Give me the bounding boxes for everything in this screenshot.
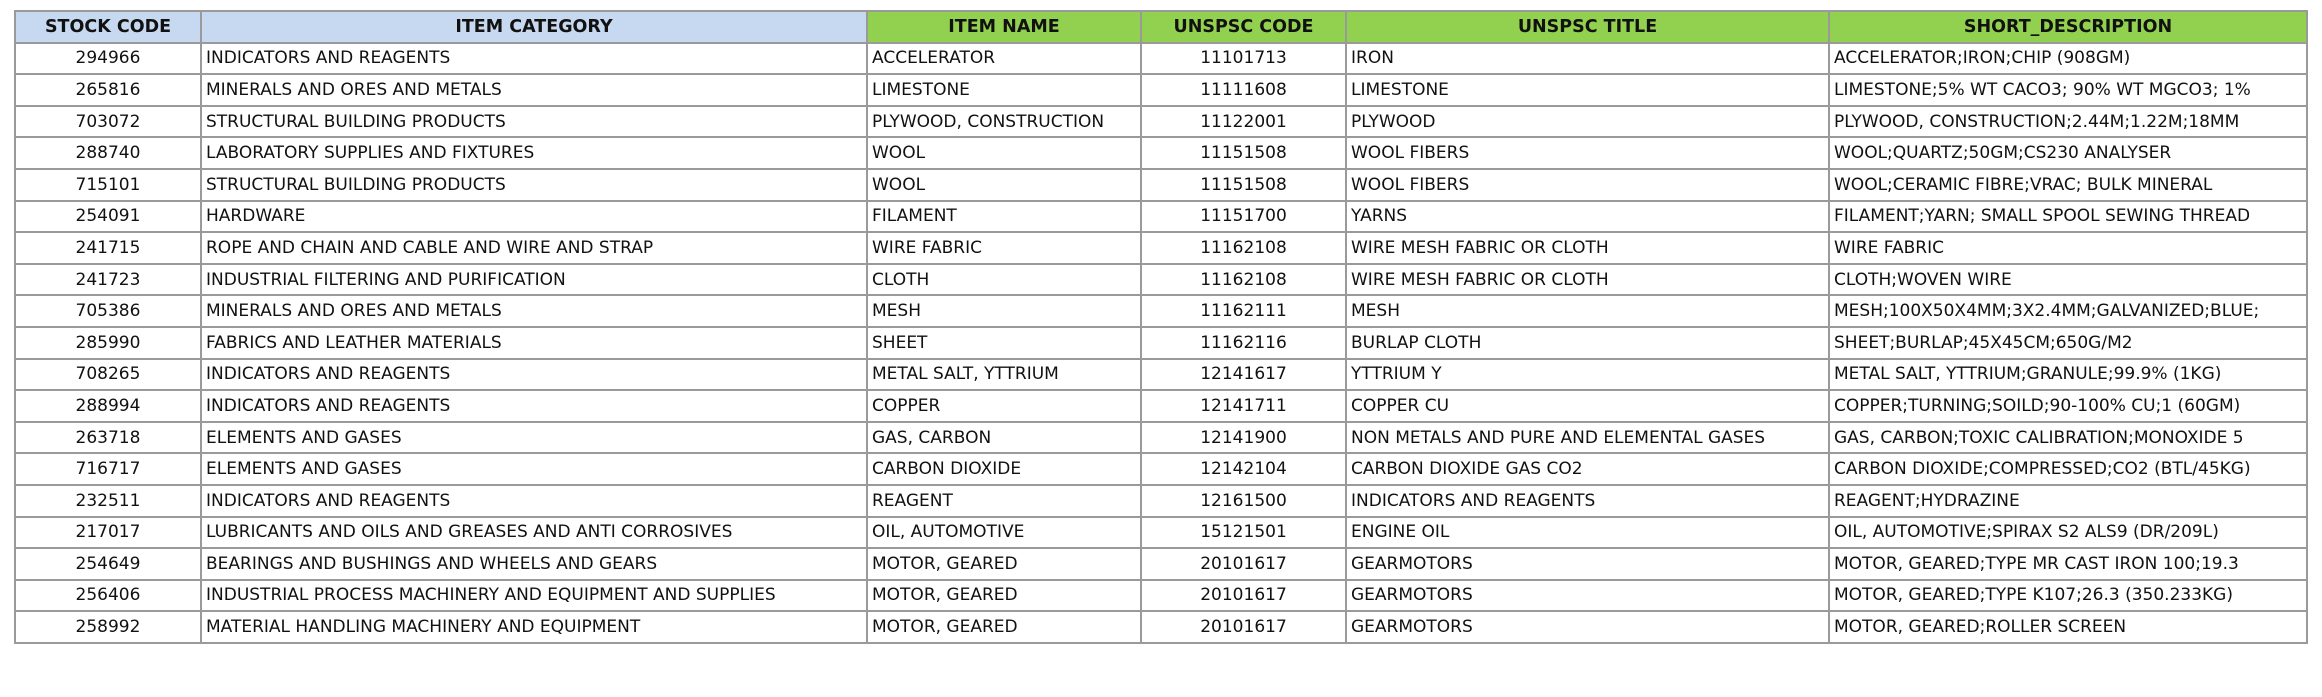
table-cell[interactable]: ELEMENTS AND GASES bbox=[201, 453, 867, 485]
table-cell[interactable]: 254091 bbox=[15, 201, 201, 233]
table-cell[interactable]: 11162108 bbox=[1141, 232, 1346, 264]
table-row bbox=[15, 517, 2307, 549]
table-cell[interactable]: WOOL;QUARTZ;50GM;CS230 ANALYSER bbox=[1829, 137, 2307, 169]
table-row bbox=[15, 43, 2307, 75]
table-row bbox=[15, 232, 2307, 264]
table-cell[interactable]: WOOL bbox=[867, 137, 1141, 169]
table-cell[interactable]: WOOL FIBERS bbox=[1346, 169, 1829, 201]
table-cell[interactable]: YARNS bbox=[1346, 201, 1829, 233]
table-cell[interactable]: 285990 bbox=[15, 327, 201, 359]
table-cell[interactable]: INDICATORS AND REAGENTS bbox=[201, 359, 867, 391]
table-cell[interactable]: 217017 bbox=[15, 517, 201, 549]
table-cell[interactable]: 12141711 bbox=[1141, 390, 1346, 422]
table-cell[interactable]: CARBON DIOXIDE GAS CO2 bbox=[1346, 453, 1829, 485]
table-cell[interactable]: 15121501 bbox=[1141, 517, 1346, 549]
table-cell[interactable]: CLOTH bbox=[867, 264, 1141, 296]
table-cell[interactable]: GEARMOTORS bbox=[1346, 580, 1829, 612]
table-row bbox=[15, 485, 2307, 517]
table-cell[interactable]: MESH bbox=[1346, 295, 1829, 327]
table-cell[interactable]: METAL SALT, YTTRIUM bbox=[867, 359, 1141, 391]
table-body bbox=[15, 43, 2307, 643]
table-cell[interactable]: MINERALS AND ORES AND METALS bbox=[201, 295, 867, 327]
table-cell[interactable]: MOTOR, GEARED;TYPE K107;26.3 (350.233KG) bbox=[1829, 580, 2307, 612]
table-cell[interactable]: WOOL bbox=[867, 169, 1141, 201]
table-row bbox=[15, 74, 2307, 106]
table-cell[interactable]: YTTRIUM Y bbox=[1346, 359, 1829, 391]
table-cell[interactable]: METAL SALT, YTTRIUM;GRANULE;99.9% (1KG) bbox=[1829, 359, 2307, 391]
table-cell[interactable]: INDUSTRIAL FILTERING AND PURIFICATION bbox=[201, 264, 867, 296]
table-cell[interactable]: MINERALS AND ORES AND METALS bbox=[201, 74, 867, 106]
table-cell[interactable]: PLYWOOD bbox=[1346, 106, 1829, 138]
table-cell[interactable]: 288994 bbox=[15, 390, 201, 422]
table-cell[interactable]: STRUCTURAL BUILDING PRODUCTS bbox=[201, 106, 867, 138]
table-cell[interactable]: PLYWOOD, CONSTRUCTION;2.44M;1.22M;18MM bbox=[1829, 106, 2307, 138]
table-cell[interactable]: CARBON DIOXIDE;COMPRESSED;CO2 (BTL/45KG) bbox=[1829, 453, 2307, 485]
table-cell[interactable]: WIRE MESH FABRIC OR CLOTH bbox=[1346, 264, 1829, 296]
table-row bbox=[15, 295, 2307, 327]
table-cell[interactable]: 256406 bbox=[15, 580, 201, 612]
table-cell[interactable]: 12161500 bbox=[1141, 485, 1346, 517]
table-cell[interactable]: 11151508 bbox=[1141, 169, 1346, 201]
table-cell[interactable]: WIRE MESH FABRIC OR CLOTH bbox=[1346, 232, 1829, 264]
data-table bbox=[14, 10, 2308, 644]
table-cell[interactable]: MOTOR, GEARED bbox=[867, 548, 1141, 580]
table-cell[interactable]: NON METALS AND PURE AND ELEMENTAL GASES bbox=[1346, 422, 1829, 454]
table-cell[interactable]: INDICATORS AND REAGENTS bbox=[201, 43, 867, 75]
table-cell[interactable]: LIMESTONE bbox=[1346, 74, 1829, 106]
table-cell[interactable]: GEARMOTORS bbox=[1346, 548, 1829, 580]
table-row bbox=[15, 453, 2307, 485]
table-cell[interactable]: MOTOR, GEARED;TYPE MR CAST IRON 100;19.3 bbox=[1829, 548, 2307, 580]
table-row bbox=[15, 137, 2307, 169]
table-cell[interactable]: OIL, AUTOMOTIVE;SPIRAX S2 ALS9 (DR/209L) bbox=[1829, 517, 2307, 549]
table-cell[interactable]: WIRE FABRIC bbox=[1829, 232, 2307, 264]
table-cell[interactable]: COPPER bbox=[867, 390, 1141, 422]
table-cell[interactable]: ELEMENTS AND GASES bbox=[201, 422, 867, 454]
table-cell[interactable]: BEARINGS AND BUSHINGS AND WHEELS AND GEARS bbox=[201, 548, 867, 580]
table-row bbox=[15, 169, 2307, 201]
table-cell[interactable]: FILAMENT;YARN; SMALL SPOOL SEWING THREAD bbox=[1829, 201, 2307, 233]
table-cell[interactable]: 11151700 bbox=[1141, 201, 1346, 233]
table-cell[interactable]: ACCELERATOR bbox=[867, 43, 1141, 75]
table-cell[interactable]: 232511 bbox=[15, 485, 201, 517]
table-cell[interactable]: ACCELERATOR;IRON;CHIP (908GM) bbox=[1829, 43, 2307, 75]
table-cell[interactable]: HARDWARE bbox=[201, 201, 867, 233]
table-row bbox=[15, 548, 2307, 580]
table-cell[interactable]: WOOL FIBERS bbox=[1346, 137, 1829, 169]
table-cell[interactable]: 708265 bbox=[15, 359, 201, 391]
table-cell[interactable]: CLOTH;WOVEN WIRE bbox=[1829, 264, 2307, 296]
table-row bbox=[15, 106, 2307, 138]
table-cell[interactable]: 12142104 bbox=[1141, 453, 1346, 485]
column-header-stock-code[interactable]: STOCK CODE bbox=[15, 11, 201, 43]
table-cell[interactable]: 11101713 bbox=[1141, 43, 1346, 75]
table-cell[interactable]: 294966 bbox=[15, 43, 201, 75]
table-cell[interactable]: 703072 bbox=[15, 106, 201, 138]
table-cell[interactable]: WOOL;CERAMIC FIBRE;VRAC; BULK MINERAL bbox=[1829, 169, 2307, 201]
table-cell[interactable]: 20101617 bbox=[1141, 580, 1346, 612]
table-cell[interactable]: 716717 bbox=[15, 453, 201, 485]
table-cell[interactable]: INDICATORS AND REAGENTS bbox=[201, 390, 867, 422]
header-row bbox=[15, 11, 2307, 43]
table-cell[interactable]: 241723 bbox=[15, 264, 201, 296]
table-cell[interactable]: PLYWOOD, CONSTRUCTION bbox=[867, 106, 1141, 138]
table-cell[interactable]: 12141900 bbox=[1141, 422, 1346, 454]
table-cell[interactable]: 263718 bbox=[15, 422, 201, 454]
table-cell[interactable]: COPPER;TURNING;SOILD;90-100% CU;1 (60GM) bbox=[1829, 390, 2307, 422]
table-cell[interactable]: 11111608 bbox=[1141, 74, 1346, 106]
table-cell[interactable]: LIMESTONE;5% WT CACO3; 90% WT MGCO3; 1% bbox=[1829, 74, 2307, 106]
table-cell[interactable]: LIMESTONE bbox=[867, 74, 1141, 106]
table-cell[interactable]: SHEET;BURLAP;45X45CM;650G/M2 bbox=[1829, 327, 2307, 359]
table-cell[interactable]: REAGENT bbox=[867, 485, 1141, 517]
table-cell[interactable]: INDICATORS AND REAGENTS bbox=[1346, 485, 1829, 517]
table-cell[interactable]: MESH bbox=[867, 295, 1141, 327]
table-cell[interactable]: 288740 bbox=[15, 137, 201, 169]
table-cell[interactable]: OIL, AUTOMOTIVE bbox=[867, 517, 1141, 549]
column-header-unspsc-code[interactable]: UNSPSC CODE bbox=[1141, 11, 1346, 43]
table-cell[interactable]: IRON bbox=[1346, 43, 1829, 75]
column-header-item-name[interactable]: ITEM NAME bbox=[867, 11, 1141, 43]
table-cell[interactable]: GAS, CARBON bbox=[867, 422, 1141, 454]
table-cell[interactable]: LUBRICANTS AND OILS AND GREASES AND ANTI CORROSIVES bbox=[201, 517, 867, 549]
table-cell[interactable]: INDUSTRIAL PROCESS MACHINERY AND EQUIPMENT AND SUPPLIES bbox=[201, 580, 867, 612]
table-cell[interactable]: ENGINE OIL bbox=[1346, 517, 1829, 549]
table-cell[interactable]: ROPE AND CHAIN AND CABLE AND WIRE AND STRAP bbox=[201, 232, 867, 264]
table-cell[interactable]: 715101 bbox=[15, 169, 201, 201]
table-cell[interactable]: MATERIAL HANDLING MACHINERY AND EQUIPMENT bbox=[201, 611, 867, 643]
table-row bbox=[15, 359, 2307, 391]
table-cell[interactable]: MESH;100X50X4MM;3X2.4MM;GALVANIZED;BLUE; bbox=[1829, 295, 2307, 327]
table-cell[interactable]: REAGENT;HYDRAZINE bbox=[1829, 485, 2307, 517]
column-header-unspsc-title[interactable]: UNSPSC TITLE bbox=[1346, 11, 1829, 43]
table-cell[interactable]: SHEET bbox=[867, 327, 1141, 359]
table-cell[interactable]: LABORATORY SUPPLIES AND FIXTURES bbox=[201, 137, 867, 169]
table-cell[interactable]: FILAMENT bbox=[867, 201, 1141, 233]
table-cell[interactable]: 20101617 bbox=[1141, 548, 1346, 580]
table-cell[interactable]: GEARMOTORS bbox=[1346, 611, 1829, 643]
table-cell[interactable]: STRUCTURAL BUILDING PRODUCTS bbox=[201, 169, 867, 201]
table-row bbox=[15, 611, 2307, 643]
table-cell[interactable]: COPPER CU bbox=[1346, 390, 1829, 422]
table-cell[interactable]: 265816 bbox=[15, 74, 201, 106]
column-header-item-category[interactable]: ITEM CATEGORY bbox=[201, 11, 867, 43]
table-cell[interactable]: 11151508 bbox=[1141, 137, 1346, 169]
table-row bbox=[15, 264, 2307, 296]
table-cell[interactable]: 11162111 bbox=[1141, 295, 1346, 327]
table-cell[interactable]: 12141617 bbox=[1141, 359, 1346, 391]
table-cell[interactable]: FABRICS AND LEATHER MATERIALS bbox=[201, 327, 867, 359]
table-cell[interactable]: 254649 bbox=[15, 548, 201, 580]
table-row bbox=[15, 422, 2307, 454]
table-row bbox=[15, 390, 2307, 422]
table-cell[interactable]: 11162108 bbox=[1141, 264, 1346, 296]
table-cell[interactable]: MOTOR, GEARED bbox=[867, 611, 1141, 643]
table-cell[interactable]: MOTOR, GEARED;ROLLER SCREEN bbox=[1829, 611, 2307, 643]
table-cell[interactable]: 11122001 bbox=[1141, 106, 1346, 138]
table-cell[interactable]: CARBON DIOXIDE bbox=[867, 453, 1141, 485]
table-row bbox=[15, 580, 2307, 612]
table-cell[interactable]: 241715 bbox=[15, 232, 201, 264]
table-row bbox=[15, 327, 2307, 359]
table-cell[interactable]: 20101617 bbox=[1141, 611, 1346, 643]
column-header-short-description[interactable]: SHORT_DESCRIPTION bbox=[1829, 11, 2307, 43]
table-cell[interactable]: MOTOR, GEARED bbox=[867, 580, 1141, 612]
table-cell[interactable]: 258992 bbox=[15, 611, 201, 643]
table-cell[interactable]: 11162116 bbox=[1141, 327, 1346, 359]
table-cell[interactable]: INDICATORS AND REAGENTS bbox=[201, 485, 867, 517]
table-cell[interactable]: BURLAP CLOTH bbox=[1346, 327, 1829, 359]
table-cell[interactable]: WIRE FABRIC bbox=[867, 232, 1141, 264]
table-cell[interactable]: GAS, CARBON;TOXIC CALIBRATION;MONOXIDE 5 bbox=[1829, 422, 2307, 454]
table-cell[interactable]: 705386 bbox=[15, 295, 201, 327]
table-row bbox=[15, 201, 2307, 233]
